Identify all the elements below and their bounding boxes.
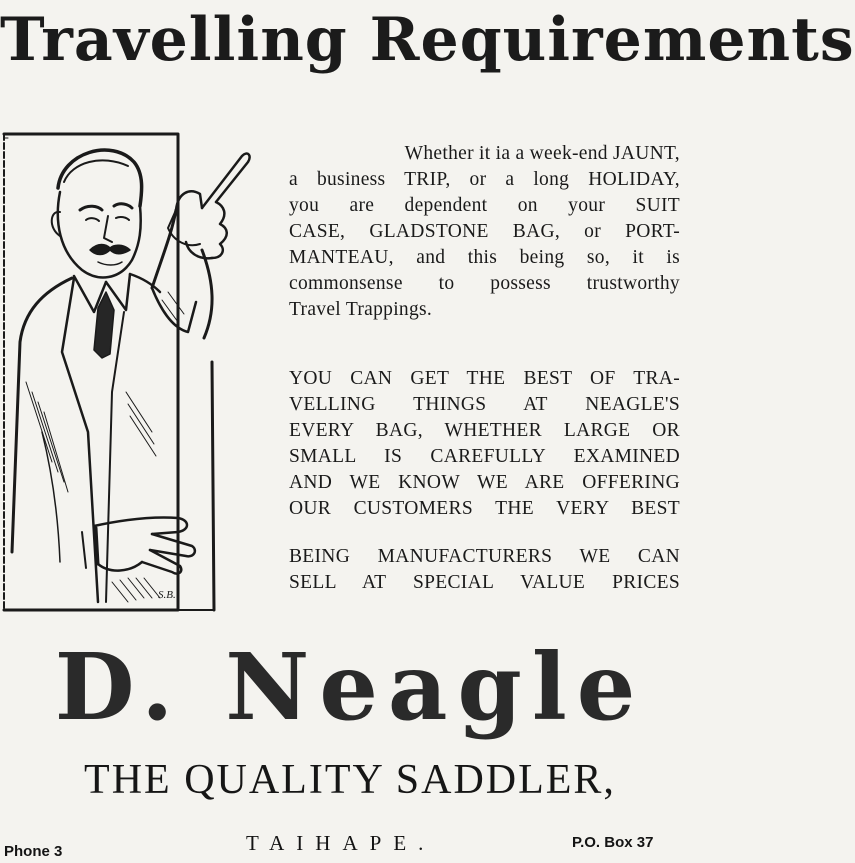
body-line: commonsense to possess trustworthy [289, 273, 680, 294]
body-line: MANTEAU, and this being so, it is [289, 247, 680, 268]
tagline: THE QUALITY SADDLER, [84, 757, 616, 803]
phone-number: Phone 3 [4, 843, 63, 860]
body-line: you are dependent on your SUIT [289, 195, 680, 216]
body-line: VELLING THINGS AT NEAGLE'S [289, 394, 680, 415]
body-line: AND WE KNOW WE ARE OFFERING [289, 472, 680, 493]
body-line: EVERY BAG, WHETHER LARGE OR [289, 420, 680, 441]
man-pointing-illustration [2, 132, 272, 616]
town-name: TAIHAPE. [246, 831, 436, 855]
body-line: BEING MANUFACTURERS WE CAN [289, 546, 680, 567]
brand-name: D. Neagle [54, 633, 646, 741]
body-line: a business TRIP, or a long HOLIDAY, [289, 169, 680, 190]
po-box: P.O. Box 37 [572, 834, 654, 851]
body-line: OUR CUSTOMERS THE VERY BEST [289, 498, 680, 519]
body-line: Travel Trappings. [289, 299, 433, 320]
body-line: YOU CAN GET THE BEST OF TRA- [289, 368, 680, 389]
body-paragraph-3 [289, 544, 680, 596]
body-line: SMALL IS CAREFULLY EXAMINED [289, 446, 680, 467]
body-line: CASE, GLADSTONE BAG, or PORT- [289, 221, 680, 242]
body-paragraph-2 [289, 366, 680, 522]
body-line: SELL AT SPECIAL VALUE PRICES [289, 572, 680, 593]
body-line: Whether it ia a week-end JAUNT, [404, 143, 680, 164]
body-paragraph-1 [289, 141, 680, 323]
advert-headline: Travelling Requirements [0, 5, 855, 75]
artist-signature: S.B. [158, 589, 176, 601]
